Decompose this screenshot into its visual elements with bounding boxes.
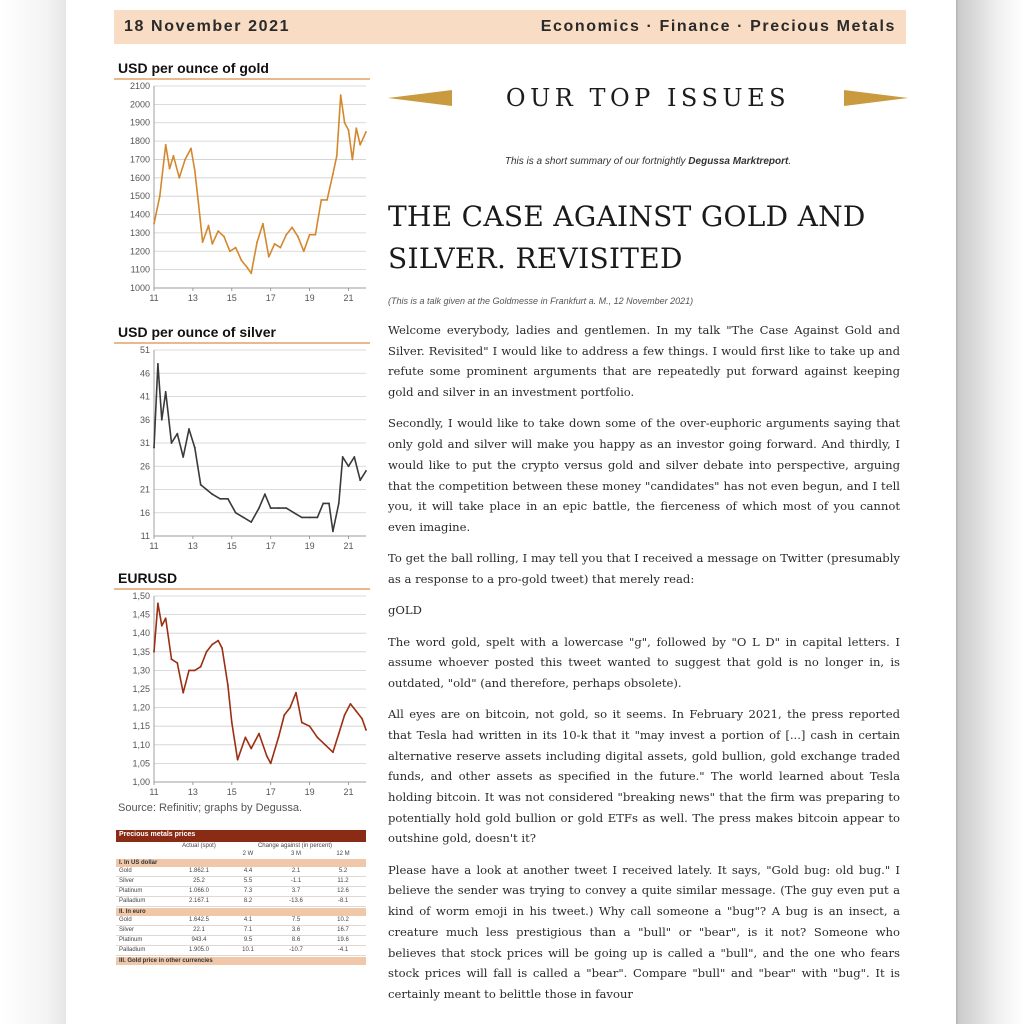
data-point	[342, 456, 344, 458]
table-cell: Palladium	[119, 898, 146, 904]
table-cell: 8.2	[243, 898, 253, 904]
x-tick-label: 19	[304, 293, 315, 303]
x-tick-label: 15	[226, 787, 237, 797]
x-tick-label: 11	[149, 541, 159, 551]
data-point	[309, 234, 311, 236]
data-point	[169, 168, 171, 170]
data-point	[278, 507, 280, 509]
data-point	[235, 512, 237, 514]
data-point	[200, 666, 202, 668]
y-tick-label: 1900	[129, 117, 150, 128]
y-tick-label: 41	[139, 391, 150, 402]
y-tick-label: 1200	[129, 246, 150, 257]
data-point	[297, 236, 299, 238]
eurusd-chart	[114, 588, 372, 800]
data-point	[264, 493, 266, 495]
data-point	[266, 755, 268, 757]
table-cell: 1.862.1	[188, 868, 210, 874]
summary-line: This is a short summary of our fortnightly Degussa Marktreport.	[504, 156, 792, 167]
data-point	[262, 223, 264, 225]
gold-chart-title: USD per ounce of gold	[118, 60, 269, 76]
data-point	[153, 651, 155, 653]
data-point	[338, 733, 340, 735]
series-line	[154, 95, 366, 273]
table-cell: 3 M	[290, 851, 301, 857]
y-tick-label: 1,50	[132, 591, 150, 601]
article-headline: THE CASE AGAINST GOLD AND SILVER. REVISITED	[388, 200, 866, 275]
data-point	[198, 204, 200, 206]
data-point	[359, 144, 361, 146]
table-cell: 7.3	[243, 888, 253, 894]
table-cell: 1.642.5	[188, 917, 210, 923]
data-point	[344, 714, 346, 716]
data-point	[217, 230, 219, 232]
data-point	[355, 127, 357, 129]
table-row	[116, 936, 366, 946]
y-tick-label: 2100	[129, 81, 150, 91]
data-point	[365, 470, 367, 472]
y-tick-label: 36	[139, 414, 150, 425]
data-point	[173, 155, 175, 157]
eurusd-chart-title: EURUSD	[118, 570, 178, 586]
data-point	[194, 670, 196, 672]
x-tick-label: 15	[226, 293, 237, 303]
article-paragraph: To get the ball rolling, I may tell you that I received a message on Twitter (presumably as a response to a pro-gold tweet) that merely read:	[388, 551, 900, 586]
x-tick-label: 21	[343, 293, 354, 303]
x-tick-label: 19	[304, 787, 315, 797]
data-point	[351, 159, 353, 161]
table-cell: Actual (spot)	[182, 843, 216, 849]
data-point	[280, 247, 282, 249]
data-point	[295, 692, 297, 694]
article-body	[388, 320, 900, 1015]
silver-price-chart	[114, 342, 372, 554]
table-column-headers	[116, 842, 366, 850]
data-point	[208, 225, 210, 227]
x-tick-label: 21	[343, 541, 354, 551]
data-point	[157, 603, 159, 605]
header-date: 18 November 2021	[124, 18, 291, 35]
table-row	[116, 916, 366, 926]
table-period-headers	[116, 850, 366, 858]
data-point	[359, 479, 361, 481]
table-cell: 11.2	[337, 878, 349, 884]
data-point	[165, 391, 167, 393]
silver-chart-title: USD per ounce of silver	[118, 324, 276, 340]
data-point	[301, 517, 303, 519]
y-tick-label: 1,10	[132, 739, 150, 750]
data-point	[353, 456, 355, 458]
data-point	[348, 129, 350, 131]
table-cell: 22.1	[193, 927, 205, 933]
table-cell: Palladium	[119, 947, 146, 953]
y-tick-label: 1,25	[132, 684, 150, 694]
x-tick-label: 13	[187, 293, 198, 303]
data-point	[241, 260, 243, 262]
data-point	[326, 199, 328, 201]
table-cell: 10.1	[242, 947, 254, 953]
data-point	[293, 512, 295, 514]
data-point	[332, 173, 334, 175]
table-cell: 5.2	[338, 868, 348, 874]
x-tick-label: 17	[265, 293, 276, 303]
data-point	[365, 729, 367, 731]
page-shadow-left	[0, 0, 66, 1024]
data-point	[227, 684, 229, 686]
data-point	[278, 736, 280, 738]
data-point	[200, 484, 202, 486]
y-tick-label: 1,40	[132, 628, 150, 639]
data-point	[176, 433, 178, 435]
table-cell: 10.2	[337, 917, 349, 923]
y-tick-label: 1,45	[132, 609, 150, 620]
x-tick-label: 19	[304, 541, 315, 551]
data-point	[153, 223, 155, 225]
table-cell: 5.5	[243, 878, 253, 884]
y-tick-label: 46	[139, 368, 150, 379]
table-cell: 25.2	[193, 878, 205, 884]
x-tick-label: 17	[265, 787, 276, 797]
arrow-right-icon	[844, 90, 908, 106]
data-point	[165, 617, 167, 619]
table-row	[116, 887, 366, 897]
data-point	[291, 227, 293, 229]
article-paragraph: The word gold, spelt with a lowercase "g", followed by "O L D" in capital letters. I assume whoever posted this tweet wanted to suggest that gold is no longer in, is outdated, "old" (and therefore, perhaps obsolete).	[388, 634, 900, 690]
data-point	[344, 122, 346, 124]
data-point	[231, 722, 233, 724]
table-cell: 1.905.0	[188, 947, 210, 953]
table-section-header: I. In US dollar	[116, 859, 366, 867]
data-point	[176, 662, 178, 664]
x-tick-label: 11	[149, 293, 159, 303]
data-point	[246, 267, 248, 269]
chart-source: Source: Refinitiv; graphs by Degussa.	[118, 802, 303, 814]
article-paragraph: Secondly, I would like to take down some of the over-euphoric arguments saying that only gold and silver will make you happy as an investor going forward. And thirdly, I would like to put the crypto versus gold and silver debate into perspective, arguing that the competition between these money "candidates" has not even begun, and I tell you, it will take place in an epic battle, the fierceness of which most of you cannot even imagine.	[388, 416, 900, 534]
data-point	[188, 428, 190, 430]
gold-price-chart	[114, 78, 372, 306]
data-point	[270, 507, 272, 509]
data-point	[355, 710, 357, 712]
y-tick-label: 11	[140, 531, 150, 541]
y-tick-label: 1,05	[132, 758, 150, 769]
series-line	[154, 603, 366, 763]
y-tick-label: 1400	[129, 209, 150, 220]
data-point	[219, 498, 221, 500]
data-point	[194, 447, 196, 449]
table-section-header: II. In euro	[116, 908, 366, 916]
data-point	[320, 199, 322, 201]
table-cell: 8.6	[291, 937, 301, 943]
data-point	[217, 640, 219, 642]
x-tick-label: 13	[187, 787, 198, 797]
data-point	[315, 234, 317, 236]
article-paragraph: gOLD	[388, 603, 422, 618]
precious-metals-table	[116, 830, 366, 965]
table-cell: 2.167.1	[188, 898, 210, 904]
data-point	[365, 131, 367, 133]
y-tick-label: 31	[139, 438, 150, 448]
data-point	[182, 692, 184, 694]
table-cell: 7.5	[291, 917, 301, 923]
x-tick-label: 17	[265, 541, 276, 551]
table-cell: 4.4	[243, 868, 253, 874]
table-cell: 3.7	[291, 888, 301, 894]
data-point	[237, 759, 239, 761]
data-point	[178, 177, 180, 179]
y-tick-label: 2000	[129, 99, 150, 110]
series-line	[154, 364, 366, 531]
table-row	[116, 946, 366, 956]
table-cell: 4.1	[243, 917, 253, 923]
x-tick-label: 11	[149, 787, 159, 797]
article-note: (This is a talk given at the Goldmesse in Frankfurt a. M., 12 November 2021)	[388, 296, 694, 306]
y-tick-label: 1600	[129, 172, 150, 183]
data-point	[211, 493, 213, 495]
data-point	[184, 159, 186, 161]
y-tick-label: 21	[139, 484, 150, 495]
data-point	[289, 707, 291, 709]
data-point	[270, 763, 272, 765]
data-point	[285, 234, 287, 236]
table-cell: Gold	[119, 917, 132, 923]
y-tick-label: 1100	[130, 264, 150, 275]
data-point	[328, 503, 330, 505]
table-cell: 9.5	[243, 937, 253, 943]
data-point	[309, 725, 311, 727]
article-paragraph: Welcome everybody, ladies and gentlemen. In my talk "The Case Against Gold and Silver. Revisited" I would like to address a few things. I would first like to take up and refute some prominent arguments that are repeatedly put forward against keeping gold and silver in an investment portfolio.	[388, 323, 900, 400]
data-point	[250, 521, 252, 523]
table-cell: 1.066.0	[188, 888, 210, 894]
table-cell: 3.6	[291, 927, 301, 933]
data-point	[243, 517, 245, 519]
data-point	[235, 247, 237, 249]
data-point	[161, 419, 163, 421]
data-point	[171, 658, 173, 660]
header-categories: Economics · Finance · Precious Metals	[540, 18, 896, 35]
data-point	[303, 250, 305, 252]
data-point	[322, 503, 324, 505]
y-tick-label: 1,20	[132, 702, 150, 713]
data-point	[206, 651, 208, 653]
table-cell: 943.4	[191, 937, 207, 943]
data-point	[285, 507, 287, 509]
table-cell: Platinum	[119, 888, 143, 894]
data-point	[188, 670, 190, 672]
data-point	[283, 714, 285, 716]
data-point	[161, 625, 163, 627]
table-cell: Silver	[119, 927, 135, 933]
data-point	[165, 144, 167, 146]
data-point	[340, 94, 342, 96]
data-point	[332, 751, 334, 753]
data-point	[274, 243, 276, 245]
data-point	[256, 241, 258, 243]
x-tick-label: 21	[343, 787, 354, 797]
table-cell: Gold	[119, 868, 132, 874]
table-row	[116, 867, 366, 877]
data-point	[223, 236, 225, 238]
section-title: OUR TOP ISSUES	[505, 84, 791, 112]
change-label: Change against (in percent)	[257, 843, 333, 849]
data-point	[153, 447, 155, 449]
data-point	[194, 170, 196, 172]
table-cell: 12 M	[336, 851, 350, 857]
data-point	[309, 517, 311, 519]
table-cell: Silver	[119, 878, 135, 884]
data-point	[258, 733, 260, 735]
table-cell: -13.6	[289, 898, 303, 904]
document-page	[66, 0, 956, 1024]
data-point	[206, 489, 208, 491]
y-tick-label: 1000	[129, 283, 150, 293]
table-cell: 7.1	[243, 927, 253, 933]
data-point	[258, 507, 260, 509]
x-tick-label: 13	[187, 541, 198, 551]
table-row	[116, 877, 366, 887]
data-point	[229, 250, 231, 252]
data-point	[348, 465, 350, 467]
table-cell: 19.6	[337, 937, 349, 943]
data-point	[245, 736, 247, 738]
table-row	[116, 897, 366, 907]
table-cell: Platinum	[119, 937, 143, 943]
article-paragraph: Please have a look at another tweet I received lately. It says, "Gold bug: old bug." I believe the sender was trying to convey a quite similar message. (The guy even put a kind of worm emoji in his tweet.) Why call someone a "bug"? A bug is an insect, a creature much less prestigious than a "bull" or "bear", is it not? Someone who believes that stock prices will be going up is called a "bull", and the one who fears stock prices will fall is called a "bear". Compare "bull" and "bear" with "bug". It is certainly meant to belittle those in favour	[388, 862, 900, 1001]
data-point	[350, 703, 352, 705]
table-cell: -1.1	[290, 878, 302, 884]
y-tick-label: 1500	[129, 191, 150, 202]
y-tick-label: 1,15	[132, 721, 150, 732]
data-point	[190, 148, 192, 150]
data-point	[316, 736, 318, 738]
data-point	[336, 155, 338, 157]
data-point	[182, 456, 184, 458]
table-section-header: III. Gold price in other currencies	[116, 957, 366, 965]
y-tick-label: 16	[139, 507, 150, 518]
data-point	[171, 442, 173, 444]
page-shadow-right	[956, 0, 1024, 1024]
data-point	[361, 718, 363, 720]
y-tick-label: 26	[139, 461, 150, 472]
y-tick-label: 1,00	[132, 777, 150, 787]
data-point	[250, 748, 252, 750]
data-point	[157, 363, 159, 365]
y-tick-label: 1300	[129, 227, 150, 238]
table-cell: -8.1	[337, 898, 349, 904]
table-row	[116, 926, 366, 936]
table-cell: 12.6	[337, 888, 349, 894]
data-point	[202, 241, 204, 243]
table-cell: 2 W	[242, 851, 254, 857]
section-heading	[388, 80, 908, 120]
article-paragraph: All eyes are on bitcoin, not gold, so it seems. In February 2021, the press reported that Tesla had written in its 10-k that it "may invest a portion of [...] cash in certain alternative reserve assets including digital assets, gold bullion, gold exchange traded funds, and other assets as specified in the future." The world learned about Tesla holding bitcoin. It was not considered "breaking news" that the firm was preparing to potentially hold gold bullion or gold ETFs as well. The press makes bitcoin appear to outshine gold, doesn't it?	[388, 707, 900, 846]
table-cell: 2.1	[291, 868, 301, 874]
y-tick-label: 1700	[129, 154, 150, 165]
y-tick-label: 1800	[129, 136, 150, 147]
data-point	[324, 744, 326, 746]
data-point	[211, 243, 213, 245]
data-point	[332, 530, 334, 532]
y-tick-label: 51	[139, 345, 150, 355]
data-point	[250, 272, 252, 274]
y-tick-label: 1,35	[132, 646, 150, 657]
table-cell: -10.7	[289, 947, 303, 953]
data-point	[268, 256, 270, 258]
table-cell: -4.1	[337, 947, 349, 953]
data-point	[159, 195, 161, 197]
table-title: Precious metals prices	[116, 830, 366, 842]
data-point	[338, 503, 340, 505]
table-cell: 16.7	[337, 927, 349, 933]
data-point	[227, 498, 229, 500]
data-point	[211, 643, 213, 645]
data-point	[301, 722, 303, 724]
y-tick-label: 1,30	[132, 665, 150, 676]
data-point	[316, 517, 318, 519]
data-point	[221, 647, 223, 649]
x-tick-label: 15	[226, 541, 237, 551]
